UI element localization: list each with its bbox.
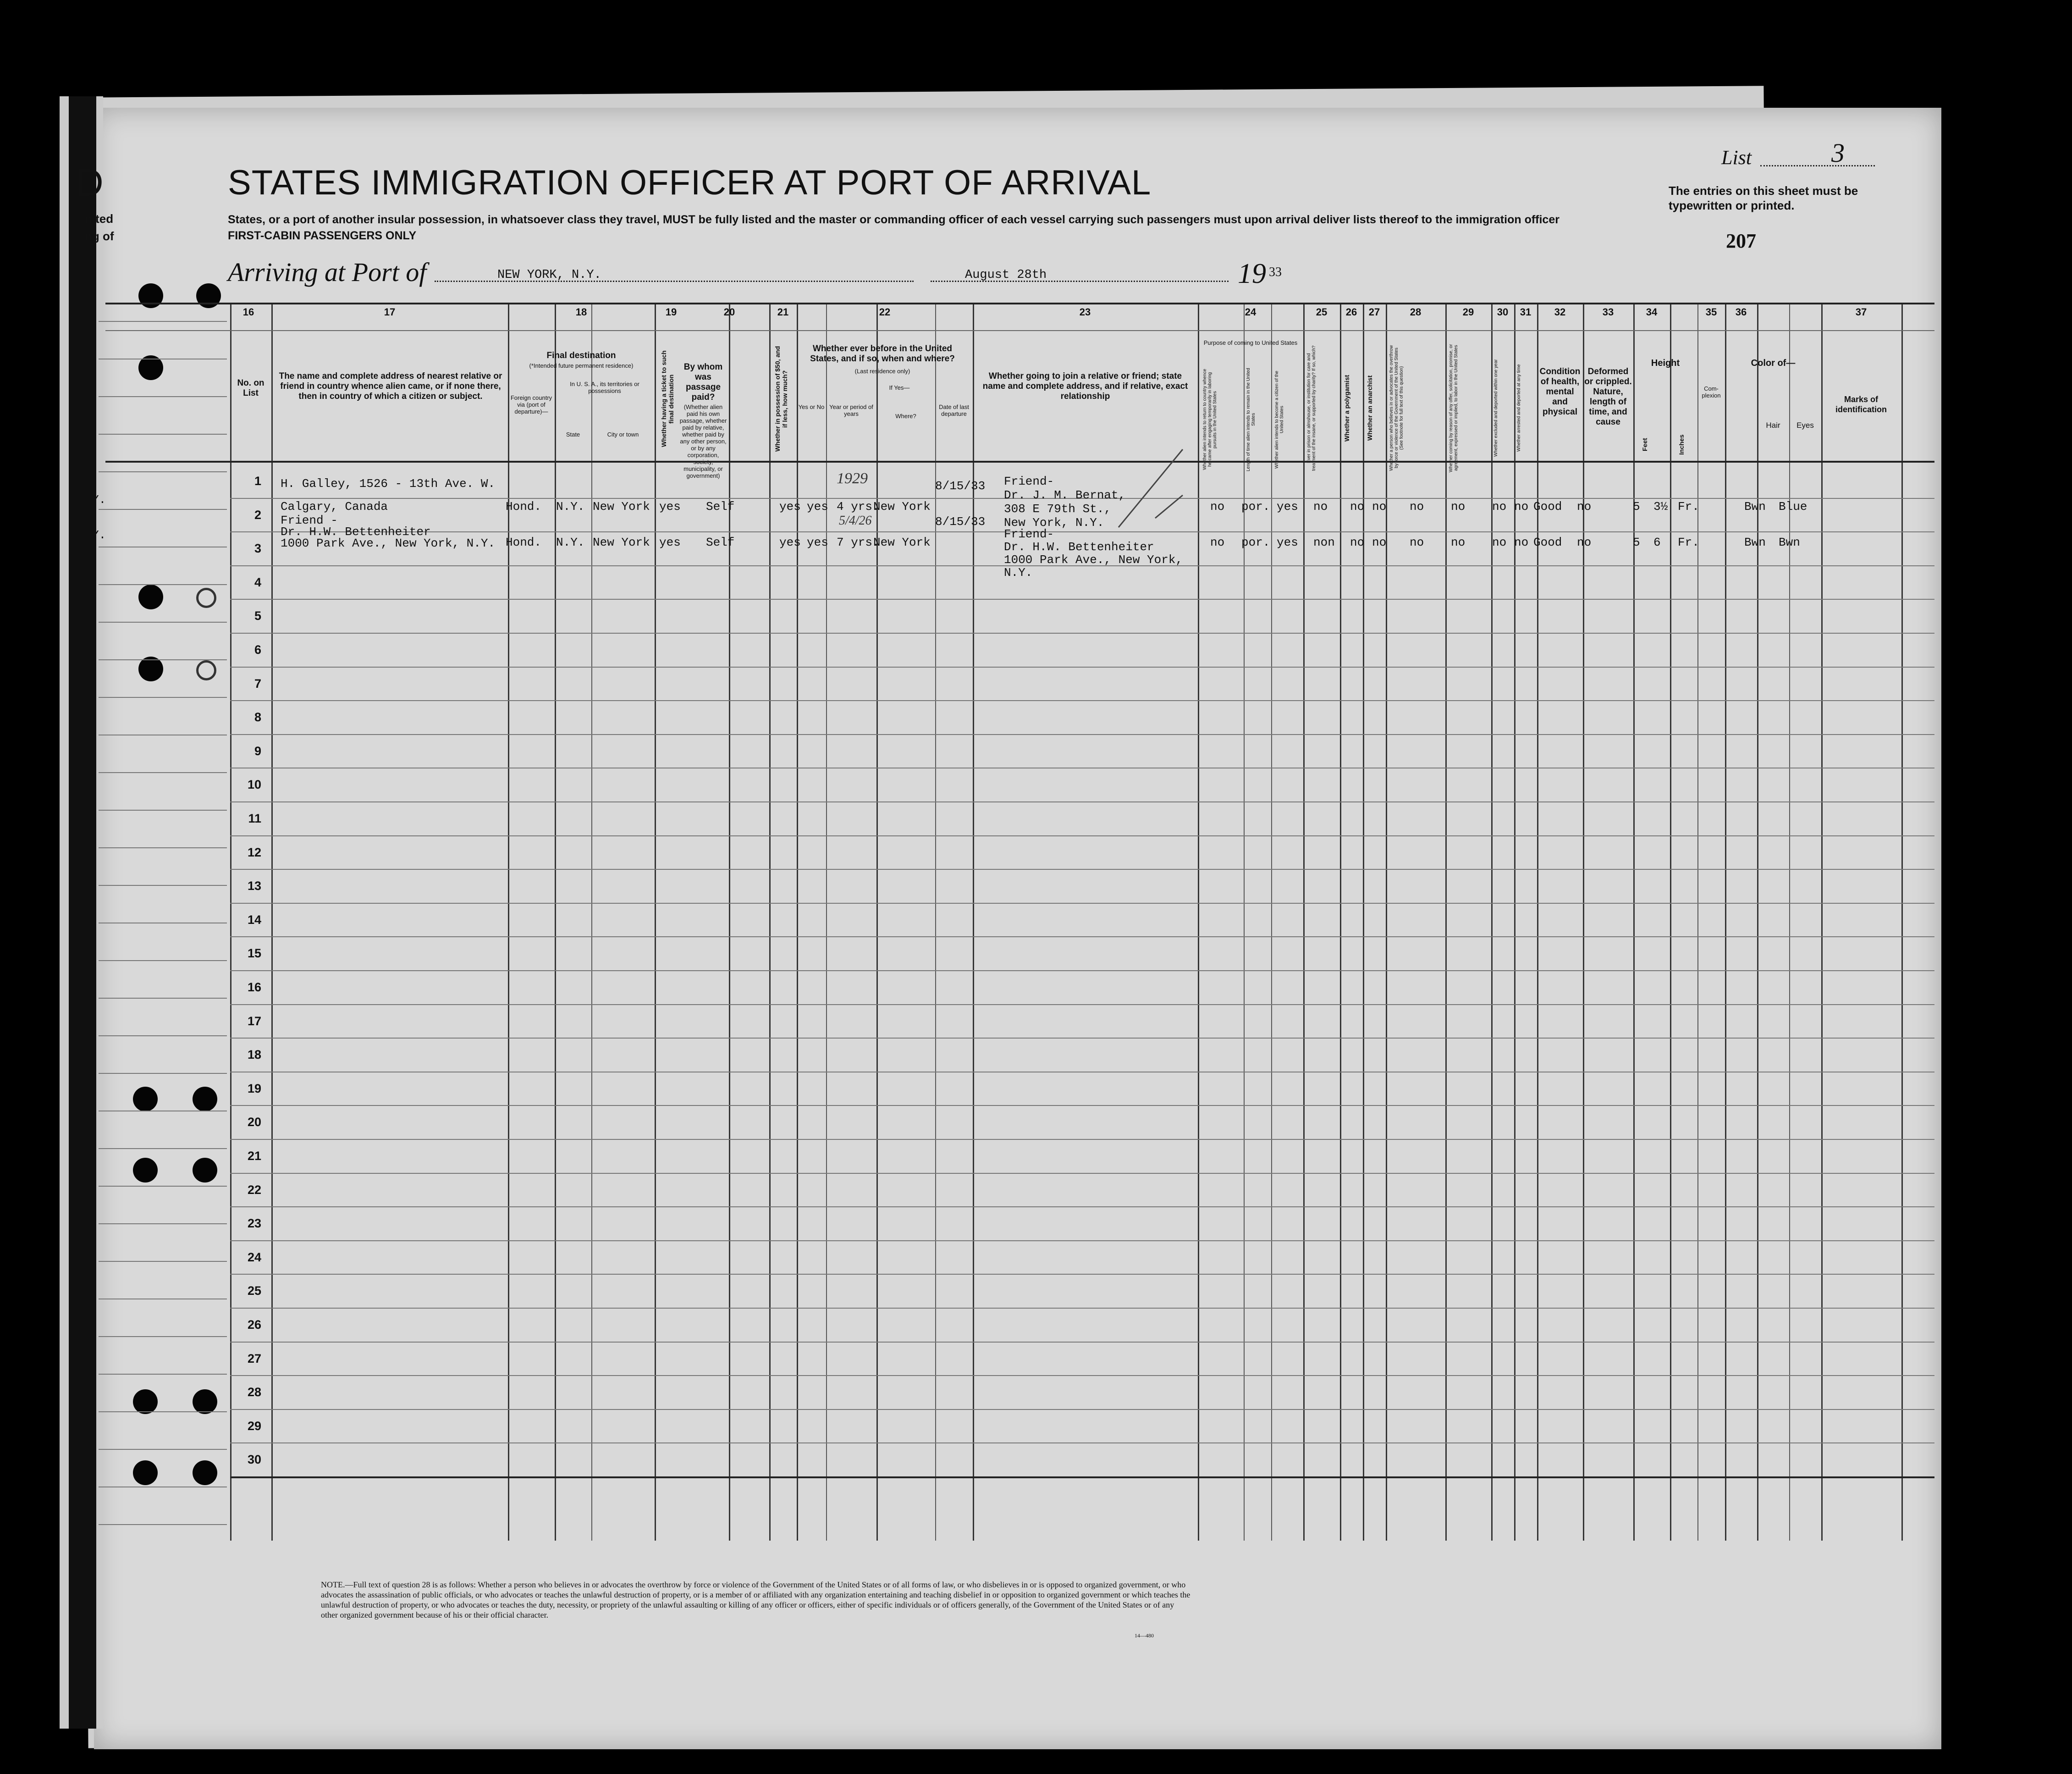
- left-page-rule: [99, 810, 227, 811]
- row2-deformed: no: [1577, 536, 1592, 549]
- row1-paid-by: Self: [706, 500, 735, 514]
- row2-c26: no: [1350, 536, 1365, 549]
- row-number: 8: [254, 710, 261, 724]
- row2-inches: 6: [1653, 536, 1661, 549]
- row-number: 5: [254, 609, 261, 623]
- row-rule: [230, 1442, 1934, 1443]
- column-divider: [230, 303, 231, 1541]
- column-number: 28: [1410, 306, 1422, 318]
- row2-c30: no: [1492, 536, 1507, 549]
- row-rule: [230, 1206, 1934, 1207]
- list-label: List: [1721, 146, 1752, 169]
- header-arrested: Whether arrested and deported at any time: [1516, 364, 1521, 452]
- left-page-rule: [99, 434, 227, 435]
- row2-before: yes: [807, 536, 828, 549]
- header-year-period: Year or period of years: [829, 403, 873, 417]
- arriving-label: Arriving at Port of: [228, 257, 427, 287]
- footnote: NOTE.—Full text of question 28 is as follows: Whether a person who believes in or advocates the overthrow by force or violence of the Government of the United States or of all forms of law, or who disbelieves in or is opposed to organized government, or who advocates the assassination of public officials, or who advocates or teaches the unlawful destruction of property, or is a member of or affiliated with any organization entertaining and teaching disbelief in or opposition to organized government or which teaches the unlawful destruction of property, or who advocates or teaches the duty, necessity, or propriety of the unlawful assaulting or killing of any officer or officers, either of specific individuals or of officers generally, of the Government of the United States or of any other organized government because of his or their official character.: [321, 1580, 1190, 1619]
- header-usa: In U. S. A., its territories or possessions: [570, 381, 639, 394]
- row1-join-line1: Friend-: [1004, 475, 1054, 488]
- left-page-rule: [99, 1374, 227, 1375]
- row1-c28: no: [1410, 500, 1424, 514]
- header-passage-paid: By whom was passage paid?: [683, 362, 723, 402]
- column-number: 25: [1316, 306, 1328, 318]
- row-number: 29: [247, 1419, 261, 1433]
- column-number: 26: [1345, 306, 1357, 318]
- row1-c31: no: [1514, 500, 1529, 514]
- column-number: 16: [242, 306, 254, 318]
- column-divider: [591, 303, 592, 1541]
- column-number: 37: [1855, 306, 1867, 318]
- row2-foreign: Hond.: [506, 536, 542, 549]
- row2-handwritten-date: 5/4/26: [839, 514, 872, 528]
- page-title: STATES IMMIGRATION OFFICER AT PORT OF ARRIVAL: [228, 163, 1152, 202]
- column-divider: [555, 303, 556, 1541]
- row-number: 15: [247, 946, 261, 961]
- row2-where: New York: [873, 536, 931, 549]
- header-join-relative: Whether going to join a relative or friend; state name and complete address, and if relative, exact relationship: [982, 371, 1188, 401]
- row2-hair: Bwn: [1744, 536, 1766, 549]
- column-divider: [1670, 303, 1671, 1541]
- header-overthrow: Whether a person who believes in or advocates the overthrow by force or violence of the Government of the United States (See footnote for full text of this question): [1389, 345, 1404, 471]
- header-yes-no: Yes or No: [798, 403, 825, 410]
- column-number: 19: [665, 306, 677, 318]
- column-number: 17: [384, 306, 396, 318]
- row2-health: Good: [1533, 536, 1562, 549]
- row1-state: N.Y.: [556, 500, 585, 514]
- header-ticket: Whether having a ticket to such final destination: [660, 350, 675, 448]
- header-relative-address: The name and complete address of nearest relative or friend in country whence alien came, or if none there, then in country of which a citizen or subject.: [279, 371, 502, 401]
- left-page-rule: [99, 1336, 227, 1337]
- row-number: 3: [254, 542, 261, 556]
- left-page-rule: [99, 321, 227, 322]
- class-line: FIRST-CABIN PASSENGERS ONLY: [228, 229, 417, 242]
- row-rule: [230, 1139, 1934, 1140]
- entries-note: The entries on this sheet must be typewritten or printed.: [1669, 184, 1858, 212]
- list-underline: [1760, 165, 1875, 166]
- header-offer-labor: Whether coming by reason of any offer, solicitation, promise, or agreement, expressed or implied, to labor in the United States: [1449, 344, 1459, 472]
- left-page-rule: [99, 1223, 227, 1224]
- row-number: 28: [247, 1385, 261, 1399]
- row-rule: [230, 599, 1934, 600]
- header-marks: Marks of identification: [1835, 395, 1887, 414]
- header-hair: Hair: [1766, 421, 1780, 430]
- row2-c25: non: [1313, 536, 1335, 549]
- column-divider: [729, 303, 730, 1541]
- column-number: 24: [1245, 306, 1256, 318]
- row1-ticket: yes: [659, 500, 681, 514]
- port-value: NEW YORK, N.Y.: [497, 268, 601, 282]
- column-number: 22: [879, 306, 891, 318]
- row1-join-line3: 308 E 79th St.,: [1004, 502, 1112, 516]
- column-number: 33: [1602, 306, 1614, 318]
- row2-c27: no: [1372, 536, 1387, 549]
- row-number: 7: [254, 676, 261, 691]
- row2-city: New York: [593, 536, 650, 549]
- column-divider: [1271, 303, 1272, 1541]
- row1-c29: no: [1451, 500, 1466, 514]
- row2-c28: no: [1410, 536, 1424, 549]
- date-value: August 28th: [965, 268, 1047, 282]
- row-rule: [230, 1105, 1934, 1106]
- column-divider: [508, 303, 509, 1541]
- left-page-fragment-text: ng of: [85, 229, 114, 243]
- left-page-rule: [99, 885, 227, 886]
- column-divider: [1445, 303, 1447, 1541]
- row1-handwritten-year: 1929: [837, 470, 868, 487]
- row1-where: New York: [873, 500, 931, 514]
- column-number: 29: [1462, 306, 1474, 318]
- header-height: Height: [1651, 358, 1680, 368]
- header-inches: Inches: [1678, 434, 1685, 455]
- left-page-rule: [99, 772, 227, 773]
- row-number: 24: [247, 1250, 261, 1264]
- row-rule: [230, 633, 1934, 634]
- row1-c27: no: [1372, 500, 1387, 514]
- year-prefix: 19: [1238, 258, 1266, 289]
- row2-p24b: por.: [1241, 536, 1270, 549]
- form-number: 14—480: [1135, 1632, 1154, 1639]
- left-page-rule: [99, 1035, 227, 1036]
- row2-p24a: no: [1210, 536, 1225, 549]
- row1-feet: 5: [1633, 500, 1640, 514]
- column-divider: [1386, 303, 1387, 1541]
- left-page-rule: [99, 998, 227, 999]
- row1-relative-line2: Calgary, Canada: [281, 500, 388, 514]
- row-rule: [230, 1038, 1934, 1039]
- row1-before: yes: [807, 500, 828, 514]
- row-rule: [230, 667, 1934, 668]
- left-page-fragment-text: Y.: [92, 528, 106, 542]
- column-number: 31: [1520, 306, 1532, 318]
- column-divider: [1725, 303, 1726, 1541]
- row-number: 9: [254, 744, 261, 758]
- row-number: 30: [247, 1453, 261, 1467]
- row-rule: [230, 1240, 1934, 1241]
- row1-fifty: yes: [779, 500, 801, 514]
- header-fifty-dollars: Whether in possession of $50, and if less, how much?: [774, 346, 788, 452]
- column-divider: [1303, 303, 1305, 1541]
- row1-years: 4 yrs.: [837, 500, 880, 514]
- row1-c26: no: [1350, 500, 1365, 514]
- left-page-fragment-text: Y.: [92, 493, 106, 507]
- left-page-rule: [99, 584, 227, 585]
- left-page-fragment-letter: D: [76, 161, 104, 204]
- column-divider: [1244, 303, 1245, 1541]
- row2-feet: 5: [1633, 536, 1640, 549]
- header-eyes: Eyes: [1796, 421, 1814, 430]
- row2-fifty: yes: [779, 536, 801, 549]
- row-number: 27: [247, 1351, 261, 1365]
- column-divider: [1821, 303, 1823, 1541]
- column-divider: [1789, 303, 1790, 1541]
- row-rule: [230, 734, 1934, 735]
- row-rule: [230, 1274, 1934, 1275]
- column-number: 30: [1497, 306, 1509, 318]
- row2-join-line4: N.Y.: [1004, 566, 1033, 580]
- row1-deformed: no: [1577, 500, 1592, 514]
- row2-relative-line2: Dr. H.W. Bettenheiter: [281, 525, 431, 539]
- header-final-destination-note: (*Intended future permanent residence): [529, 362, 634, 369]
- subtitle: States, or a port of another insular possession, in whatsoever class they travel, MUST be fully listed and the master or commanding officer of each vessel carrying such passengers must upon arrival deliver lists thereof to the immigration officer: [228, 213, 1560, 226]
- column-number: 20: [723, 306, 735, 318]
- row2-ticket: yes: [659, 536, 681, 549]
- left-page-rule: [99, 1186, 227, 1187]
- column-divider: [1491, 303, 1493, 1541]
- row-number: 26: [247, 1318, 261, 1332]
- row2-c31: no: [1514, 536, 1529, 549]
- row1-join-line4: New York, N.Y.: [1004, 516, 1104, 530]
- row-number: 14: [247, 912, 261, 927]
- row2-eyes: Bwn: [1779, 536, 1800, 549]
- left-page-rule: [99, 396, 227, 397]
- binding-edge: [69, 96, 96, 1729]
- column-divider: [826, 303, 827, 1541]
- header-foreign-country: Foreign country via (port of departure)—: [510, 394, 552, 415]
- row2-complexion: Fr.: [1678, 536, 1699, 549]
- header-last-residence: (Last residence only): [854, 368, 910, 375]
- row1-complexion: Fr.: [1678, 500, 1699, 514]
- column-number: 18: [575, 306, 587, 318]
- header-where: Where?: [895, 413, 916, 420]
- row1-p24a: no: [1210, 500, 1225, 514]
- header-health: Condition of health, mental and physical: [1539, 367, 1581, 417]
- header-city: City or town: [607, 431, 639, 438]
- row1-c25: no: [1313, 500, 1328, 514]
- row1-c30: no: [1492, 500, 1507, 514]
- row-rule: [230, 801, 1934, 802]
- left-page-rule: [99, 471, 227, 472]
- column-divider: [1363, 303, 1364, 1541]
- row-number: 22: [247, 1183, 261, 1197]
- row-rule: [230, 1308, 1934, 1309]
- column-divider: [1198, 303, 1199, 1541]
- left-page-rule: [99, 960, 227, 961]
- table-top-border: [105, 303, 1934, 304]
- left-page-rule: [99, 697, 227, 698]
- row-rule: [230, 936, 1934, 937]
- column-divider: [769, 303, 771, 1541]
- row-number: 12: [247, 845, 261, 859]
- left-page-rule: [99, 1261, 227, 1262]
- column-number: 21: [777, 306, 789, 318]
- header-purpose-length: Length of time alien intends to remain in the United States: [1246, 368, 1256, 471]
- column-number: 34: [1646, 306, 1658, 318]
- header-purpose-citizen: Whether alien intends to become a citizen of the United States: [1274, 370, 1284, 469]
- column-divider: [1583, 303, 1584, 1541]
- row1-relative-line1: H. Galley, 1526 - 13th Ave. W.: [281, 477, 496, 491]
- row2-p24c: yes: [1277, 536, 1298, 549]
- column-divider: [1757, 303, 1758, 1541]
- row-rule: [230, 700, 1934, 701]
- row1-inches: 3½: [1653, 500, 1668, 514]
- row-number: 2: [254, 508, 261, 522]
- column-divider: [271, 303, 273, 1541]
- row2-state: N.Y.: [556, 536, 585, 549]
- left-page-rule: [99, 1073, 227, 1074]
- header-polygamist: Whether a polygamist: [1343, 375, 1350, 442]
- row-rule: [230, 531, 1934, 532]
- row-number: 1: [254, 474, 261, 488]
- header-complexion: Com-plexion: [1702, 385, 1721, 399]
- left-page-rule: [99, 659, 227, 660]
- row-number: 4: [254, 575, 261, 589]
- row1-p24c: yes: [1277, 500, 1298, 514]
- sheet-number: 207: [1726, 230, 1756, 252]
- header-bottom-border: [105, 461, 1934, 463]
- left-page-rule: [99, 847, 227, 848]
- row1-departure: 8/15/33: [935, 479, 986, 493]
- header-prison: Ever in prison or almshouse, or institution for care and treatment of the insane, or supported by charity? If so, which?: [1306, 345, 1317, 471]
- left-page-rule: [99, 1449, 227, 1450]
- row-rule: [230, 1004, 1934, 1005]
- column-divider: [876, 303, 878, 1541]
- row1-city: New York: [593, 500, 650, 514]
- year-suffix: 33: [1269, 265, 1282, 279]
- column-divider: [1633, 303, 1635, 1541]
- row-number: 11: [248, 812, 261, 825]
- row-number: 18: [247, 1048, 261, 1062]
- left-page-rule: [99, 509, 227, 510]
- column-divider: [655, 303, 656, 1541]
- left-page-rule: [99, 1524, 227, 1525]
- header-anarchist: Whether an anarchist: [1366, 375, 1373, 441]
- header-deformed: Deformed or crippled. Nature, length of time, and cause: [1584, 367, 1632, 427]
- row2-c29: no: [1451, 536, 1466, 549]
- row-rule: [230, 903, 1934, 904]
- row-number: 23: [247, 1216, 261, 1231]
- header-if-yes: If Yes—: [889, 384, 910, 391]
- row-number: 6: [254, 643, 261, 657]
- row-number: 20: [247, 1115, 261, 1129]
- left-page-rule: [99, 1411, 227, 1412]
- row1-p24b: por.: [1241, 500, 1270, 514]
- pen-mark: [1100, 440, 1192, 550]
- row-number: 25: [247, 1284, 261, 1298]
- row-rule: [230, 1409, 1934, 1410]
- column-divider: [797, 303, 798, 1541]
- row-rule: [230, 835, 1934, 836]
- left-page-rule: [99, 622, 227, 623]
- column-number: 27: [1368, 306, 1380, 318]
- row-rule: [230, 1173, 1934, 1174]
- column-number: 36: [1735, 306, 1747, 318]
- column-divider: [1537, 303, 1538, 1541]
- header-purpose-return: Whether alien intends to return to country whence he came after engaging temporarily in laboring pursuits in the United States: [1202, 369, 1218, 470]
- header-excluded: Whether excluded and deported within one year: [1493, 359, 1499, 457]
- row2-paid-by: Self: [706, 536, 735, 549]
- row1-hair: Bwn: [1744, 500, 1766, 514]
- row-number: 17: [247, 1014, 261, 1028]
- header-feet: Feet: [1641, 438, 1648, 452]
- row2-relative-line1: Friend -: [281, 514, 338, 527]
- row1-foreign: Hond.: [506, 500, 542, 514]
- row1-health: Good: [1533, 500, 1562, 514]
- row1-join-line2: Dr. J. M. Bernat,: [1004, 488, 1126, 502]
- column-divider: [1340, 303, 1341, 1541]
- row2-years: 7 yrs.: [837, 536, 880, 549]
- header-last-departure: Date of last departure: [939, 403, 969, 417]
- left-page-rule: [99, 1148, 227, 1149]
- list-number: 3: [1831, 138, 1845, 168]
- column-divider: [1514, 303, 1515, 1541]
- column-number: 23: [1079, 306, 1091, 318]
- column-divider: [1901, 303, 1903, 1541]
- table-bottom-border: [230, 1476, 1934, 1478]
- row-number: 19: [247, 1081, 261, 1095]
- header-passage-paid-note: (Whether alien paid his own passage, whether paid by relative, whether paid by any other person, or by any corporation, society, municipality, or government): [679, 403, 727, 479]
- header-color-of: Color of—: [1751, 358, 1796, 368]
- row2-join-line2: Dr. H.W. Bettenheiter: [1004, 540, 1154, 554]
- row2-departure: 8/15/33: [935, 515, 986, 529]
- header-rule: [105, 330, 1934, 331]
- row-number: 21: [247, 1149, 261, 1163]
- row-number: 10: [247, 778, 261, 792]
- row-rule: [230, 869, 1934, 870]
- row-rule: [230, 1342, 1934, 1343]
- row-rule: [230, 970, 1934, 971]
- row1-eyes: Blue: [1779, 500, 1807, 514]
- row2-relative-line3: 1000 Park Ave., New York, N.Y.: [281, 536, 496, 550]
- header-no-on-list: No. on List: [237, 378, 265, 398]
- header-ever-before: Whether ever before in the United States, and if so, when and where?: [810, 344, 955, 364]
- row-number: 16: [247, 980, 261, 994]
- row2-join-line1: Friend-: [1004, 527, 1054, 541]
- header-state: State: [566, 431, 580, 438]
- column-number: 32: [1554, 306, 1566, 318]
- row-number: 13: [247, 879, 261, 893]
- header-final-destination: Final destination: [546, 351, 616, 360]
- header-purpose: Purpose of coming to United States: [1203, 339, 1298, 346]
- left-page-fragment-text: nited: [85, 212, 114, 226]
- column-number: 35: [1705, 306, 1717, 318]
- row-rule: [230, 1375, 1934, 1376]
- column-divider: [1697, 303, 1698, 1541]
- row2-join-line3: 1000 Park Ave., New York,: [1004, 553, 1183, 567]
